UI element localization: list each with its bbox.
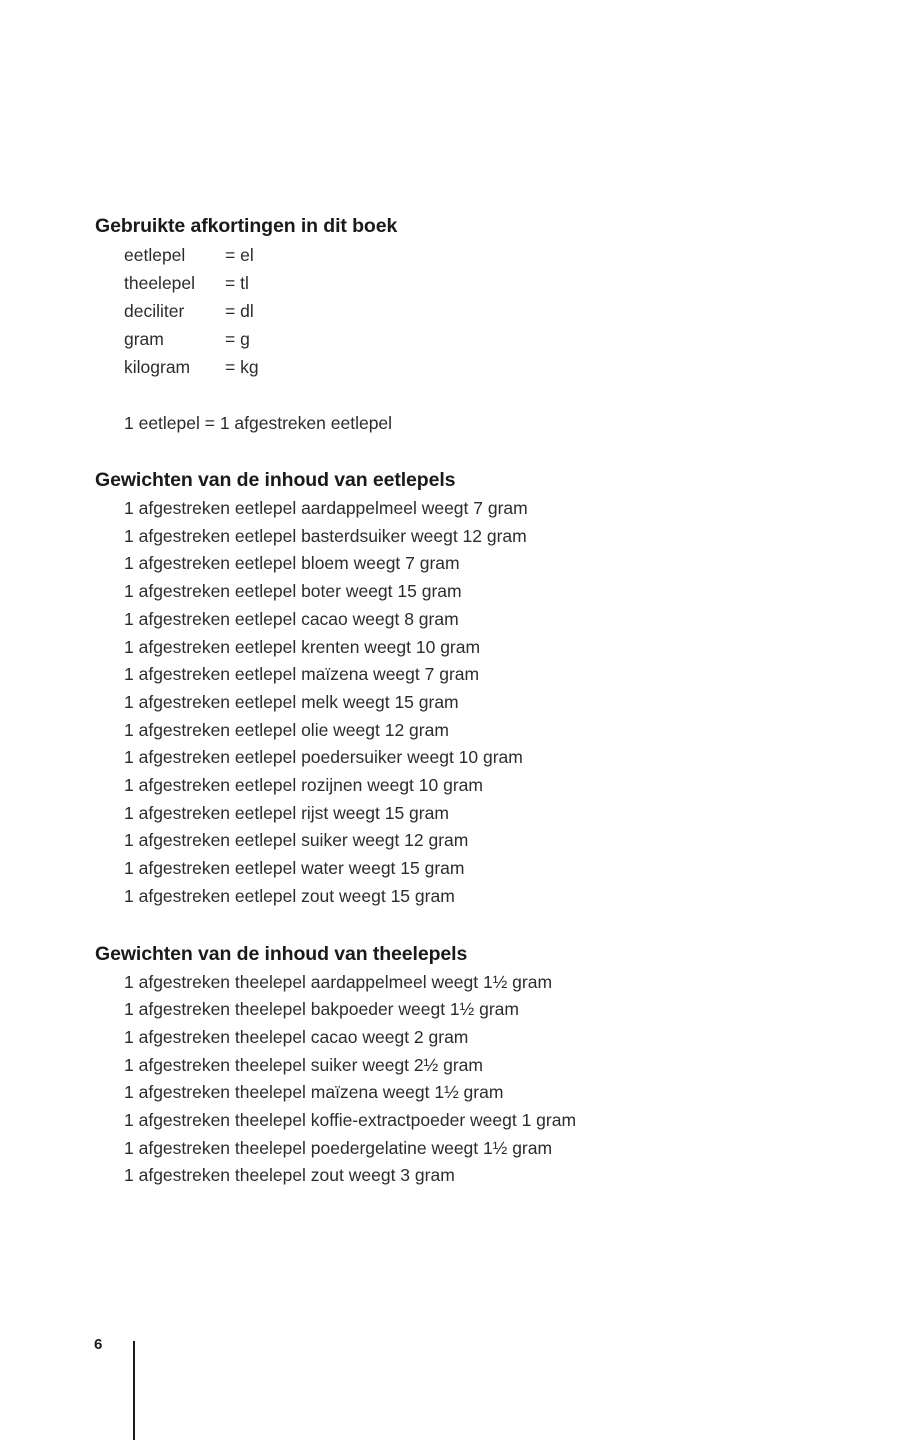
theelepels-list — [124, 969, 835, 1191]
heading-abbreviations: Gebruikte afkortingen in dit boek — [95, 215, 398, 237]
list-item: 1 afgestreken eetlepel suiker weegt 12 gram — [124, 830, 469, 851]
list-item: 1 afgestreken eetlepel water weegt 15 gram — [124, 858, 465, 879]
list-item: 1 afgestreken eetlepel basterdsuiker weegt 12 gram — [124, 525, 527, 546]
eetlepels-list — [124, 495, 835, 911]
table-row — [124, 297, 835, 325]
spacer — [95, 911, 835, 941]
abbreviation-value: = tl — [225, 273, 249, 293]
page-content — [95, 213, 835, 1190]
list-item: 1 afgestreken eetlepel rijst weegt 15 gram — [124, 802, 449, 823]
list-item: 1 afgestreken eetlepel olie weegt 12 gram — [124, 719, 449, 740]
abbreviation-value: = g — [225, 329, 250, 349]
list-item: 1 afgestreken eetlepel aardappelmeel weegt 7 gram — [124, 498, 528, 518]
list-item: 1 afgestreken theelepel poedergelatine weegt 1½ gram — [124, 1137, 553, 1158]
table-row — [124, 325, 835, 353]
abbreviation-value: = dl — [225, 301, 254, 321]
abbreviation-term: eetlepel — [124, 245, 186, 265]
page-edge-rule — [133, 1341, 135, 1440]
list-item: 1 afgestreken eetlepel poedersuiker weegt 10 gram — [124, 747, 523, 768]
list-item: 1 afgestreken eetlepel zout weegt 15 gram — [124, 885, 455, 906]
table-row — [124, 353, 835, 381]
abbreviation-term: gram — [124, 329, 164, 349]
list-item: 1 afgestreken theelepel cacao weegt 2 gram — [124, 1026, 469, 1047]
page-number: 6 — [94, 1336, 103, 1353]
list-item: 1 afgestreken eetlepel maïzena weegt 7 gram — [124, 664, 480, 685]
heading-eetlepels: Gewichten van de inhoud van eetlepels — [95, 469, 456, 491]
list-item: 1 afgestreken theelepel zout weegt 3 gram — [124, 1165, 455, 1186]
heading-theelepels: Gewichten van de inhoud van theelepels — [95, 942, 468, 965]
list-item: 1 afgestreken theelepel maïzena weegt 1½ gram — [124, 1082, 504, 1103]
list-item: 1 afgestreken theelepel bakpoeder weegt 1½ gram — [124, 999, 519, 1020]
list-item: 1 afgestreken eetlepel krenten weegt 10 gram — [124, 636, 481, 657]
list-item: 1 afgestreken eetlepel boter weegt 15 gram — [124, 581, 462, 602]
abbreviation-term: theelepel — [124, 273, 196, 293]
list-item: 1 afgestreken eetlepel bloem weegt 7 gram — [124, 553, 460, 574]
abbreviation-term: deciliter — [124, 301, 185, 321]
list-item: 1 afgestreken theelepel koffie-extractpoeder weegt 1 gram — [124, 1110, 577, 1131]
equivalence-note: 1 eetlepel = 1 afgestreken eetlepel — [124, 413, 393, 433]
list-item: 1 afgestreken theelepel aardappelmeel weegt 1½ gram — [124, 971, 553, 992]
spacer — [124, 381, 835, 409]
spacer — [95, 437, 835, 467]
table-row — [124, 241, 835, 269]
abbreviation-table — [124, 241, 835, 437]
list-item: 1 afgestreken eetlepel cacao weegt 8 gram — [124, 608, 459, 629]
list-item: 1 afgestreken eetlepel rozijnen weegt 10 gram — [124, 775, 483, 796]
table-row — [124, 269, 835, 297]
abbreviation-value: = el — [225, 245, 254, 265]
abbreviation-value: = kg — [225, 357, 259, 377]
list-item: 1 afgestreken eetlepel melk weegt 15 gram — [124, 691, 459, 712]
list-item: 1 afgestreken theelepel suiker weegt 2½ gram — [124, 1054, 483, 1075]
abbreviation-term: kilogram — [124, 357, 191, 377]
